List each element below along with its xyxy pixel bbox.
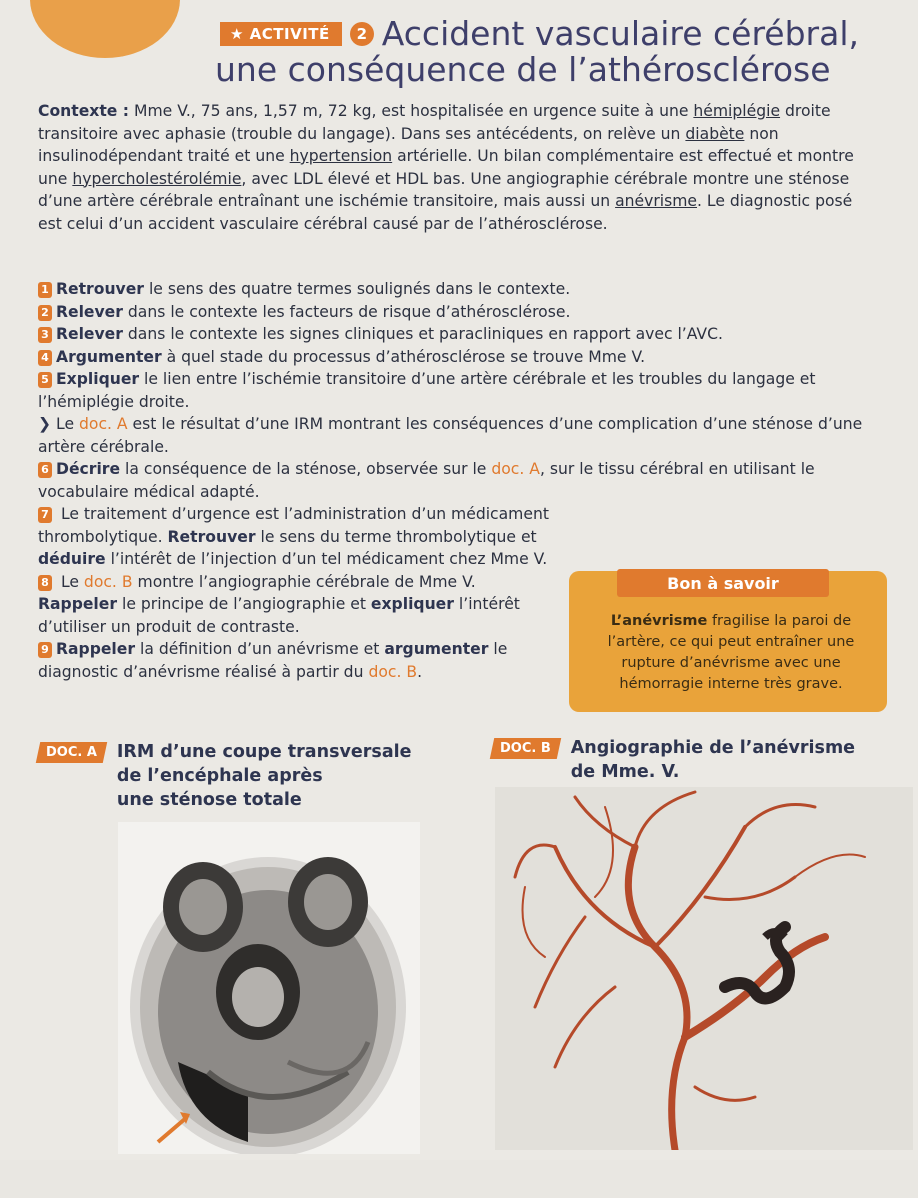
question-verb: déduire <box>38 550 106 568</box>
underlined-term: hypercholestérolémie <box>72 169 242 188</box>
context-text: non insulinodépendant traité et une <box>38 124 779 165</box>
question-text: le sens des quatre termes soulignés dans le contexte. <box>143 280 571 298</box>
info-box-title: Bon à savoir <box>617 569 829 597</box>
question-text: le diagnostic d’anévrisme réalisé à partir du <box>38 640 508 681</box>
doc-reference: doc. A <box>491 460 540 478</box>
question-text: le sens du terme thrombolytique et <box>255 527 537 546</box>
question-4 <box>38 346 888 369</box>
doc-a-tag-text: DOC. A <box>46 745 97 760</box>
question-text: la conséquence de la sténose, observée sur le <box>120 460 492 478</box>
doc-a-title-line: de l’encéphale après <box>116 766 323 786</box>
context-text: . Le diagnostic posé est celui d’un accident vasculaire cérébral causé par de l’athérosclérose. <box>38 192 853 233</box>
question-8 <box>38 571 538 639</box>
page-bottom-edge <box>0 1160 918 1198</box>
question-text: l’intérêt de l’injection d’un tel médicament chez Mme V. <box>105 550 548 568</box>
question-text: montre l’angiographie cérébrale de Mme V. <box>132 572 476 591</box>
activity-header <box>220 14 859 53</box>
chevron-right-icon: ❯ <box>38 415 52 433</box>
mri-brain-illustration <box>118 822 420 1154</box>
question-number: 4 <box>38 350 52 366</box>
question-number: 2 <box>38 305 52 321</box>
question-number: 3 <box>38 327 52 343</box>
question-verb: Relever <box>56 325 123 343</box>
doc-reference: doc. A <box>79 415 128 433</box>
info-box-definition: fragilise la paroi de l’artère, ce qui peut entraîner une rupture d’anévrisme avec une hémorragie interne très grave. <box>607 613 855 692</box>
question-verb: Relever <box>56 302 123 321</box>
context-text: Mme V., 75 ans, 1,57 m, 72 kg, est hospitalisée en urgence suite à une <box>129 102 694 120</box>
question-number: 6 <box>38 462 52 478</box>
question-text: la définition d’un anévrisme et <box>135 640 385 658</box>
question-2 <box>38 301 888 324</box>
doc-b-title <box>571 736 855 784</box>
doc-a-title-line: une sténose totale <box>116 790 302 810</box>
question-verb: Rappeler <box>56 640 136 658</box>
question-verb: Argumenter <box>56 347 162 366</box>
doc-a-title-line: IRM d’une coupe transversale <box>116 742 412 762</box>
question-6 <box>38 458 888 503</box>
corner-decoration <box>30 0 180 58</box>
doc-b-caption <box>492 736 855 784</box>
doc-reference: doc. B <box>368 662 418 681</box>
underlined-term: hypertension <box>289 147 393 165</box>
question-text: Le <box>51 415 79 433</box>
doc-reference: doc. B <box>83 572 133 591</box>
underlined-term: diabète <box>685 124 745 143</box>
question-text: dans le contexte les signes cliniques et paracliniques en rapport avec l’AVC. <box>122 325 723 343</box>
question-verb: Expliquer <box>56 370 140 388</box>
underlined-term: hémiplégie <box>693 102 781 120</box>
question-1 <box>38 278 888 301</box>
angiography-image <box>495 787 913 1150</box>
angiography-illustration <box>495 787 913 1150</box>
doc-b-tag-text: DOC. B <box>500 741 551 756</box>
doc-a-tag <box>36 742 107 763</box>
question-verb: Décrire <box>56 460 121 478</box>
question-verb: Retrouver <box>56 280 144 298</box>
question-number: 7 <box>38 507 52 523</box>
question-text: l’intérêt d’utiliser un produit de contraste. <box>38 595 520 636</box>
doc-b-tag <box>490 738 561 759</box>
question-verb: argumenter <box>384 640 489 658</box>
question-verb: expliquer <box>370 595 454 613</box>
context-text: , avec LDL élevé et HDL bas. Une angiographie cérébrale montre une sténose d’une artère cérébrale entraînant une ischémie transitoire, mais aussi un <box>38 169 850 210</box>
activity-number: 2 <box>350 22 374 46</box>
question-text: à quel stade du processus d’athérosclérose se trouve Mme V. <box>161 347 646 366</box>
question-text: Le traitement d’urgence est l’administration d’un médicament thrombolytique. <box>38 505 549 546</box>
underlined-term: anévrisme <box>615 192 697 210</box>
question-verb: Rappeler <box>38 595 118 613</box>
question-text: est le résultat d’une IRM montrant les conséquences d’une complication d’une sténose d’une artère cérébrale. <box>38 415 863 456</box>
question-number: 5 <box>38 372 52 388</box>
doc-b-title-line: de Mme. V. <box>570 762 680 782</box>
context-label: Contexte : <box>38 102 130 120</box>
activity-tag: ★ ACTIVITÉ <box>220 22 342 46</box>
question-7 <box>38 503 578 571</box>
question-text: le principe de l’angiographie et <box>117 595 371 613</box>
question-number: 1 <box>38 282 52 298</box>
question-3 <box>38 323 888 346</box>
question-text: le lien entre l’ischémie transitoire d’une artère cérébrale et les troubles du langage et l’hémiplégie droite. <box>38 370 816 411</box>
question-text: Le <box>56 572 84 591</box>
page-title-line2: une conséquence de l’athérosclérose <box>215 50 831 89</box>
question-number: 8 <box>38 575 52 591</box>
doc-b-title-line: Angiographie de l’anévrisme <box>570 738 856 758</box>
info-box <box>569 571 887 712</box>
question-text: , sur le tissu cérébral en utilisant le vocabulaire médical adapté. <box>38 460 815 501</box>
context-text: artérielle. Un bilan complémentaire est effectué et montre une <box>38 147 854 188</box>
doc-a-intro <box>38 413 888 458</box>
question-verb: Retrouver <box>167 527 256 546</box>
doc-a-caption <box>38 740 412 812</box>
doc-a-title <box>117 740 412 812</box>
page-title: Accident vasculaire cérébral, <box>381 14 860 53</box>
mri-brain-image <box>118 822 420 1154</box>
question-number: 9 <box>38 642 52 658</box>
context-text: droite transitoire avec aphasie (trouble du langage). Dans ses antécédents, on relève un <box>38 102 831 143</box>
question-9 <box>38 638 558 683</box>
info-box-text <box>581 611 881 695</box>
question-5 <box>38 368 888 413</box>
question-text: . <box>417 662 423 681</box>
context-paragraph <box>38 100 878 235</box>
info-box-term: L’anévrisme <box>610 613 708 629</box>
question-text: dans le contexte les facteurs de risque d’athérosclérose. <box>122 302 571 321</box>
